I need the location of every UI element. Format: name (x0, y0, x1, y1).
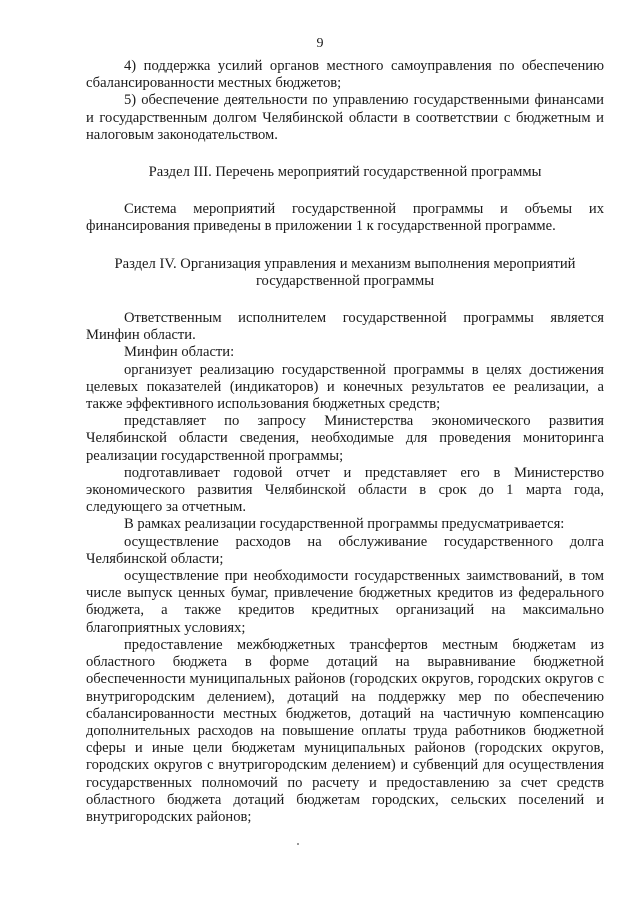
paragraph-framework: В рамках реализации государственной программы предусматривается: (124, 516, 565, 533)
paragraph-organizes: организует реализацию государственной программы в целях достижения целевых показателей (индикаторов) и конечных результатов ее реализации, а также эффективного использования бюджетных средств; (86, 361, 604, 413)
paragraph-responsible-executor: Ответственным исполнителем государственной программы является Минфин области. (86, 310, 604, 344)
paragraph-submits-info: представляет по запросу Министерства экономического развития Челябинской области сведения, необходимые для проведения мониторинга реализации государственной программы; (86, 413, 604, 464)
list-item-5: 5) обеспечение деятельности по управлению государственными финансами и государственным долгом Челябинской области в соответствии с бюджетным и налоговым законодательством. (86, 92, 604, 143)
paragraph-borrowings: осуществление при необходимости государственных заимствований, в том числе выпуск ценных бумаг, привлечение бюджетных кредитов из федерального бюджета, а также кредитов кредитных организаций на максимально благоприятных условиях; (86, 568, 604, 636)
scan-speck (297, 843, 299, 845)
paragraph-annual-report: подготавливает годовой отчет и представляет его в Министерство экономического развития Челябинской области в срок до 1 марта года, следующего за отчетным. (86, 464, 604, 516)
section-3-heading: Раздел III. Перечень мероприятий государственной программы (148, 164, 542, 181)
paragraph-debt-service: осуществление расходов на обслуживание государственного долга Челябинской области; (86, 533, 604, 567)
document-body (86, 58, 604, 826)
section-4-heading: Раздел IV. Организация управления и механизм выполнения мероприятий государственной программы (114, 255, 576, 289)
section-3-paragraph: Система мероприятий государственной программы и объемы их финансирования приведены в приложении 1 к государственной программе. (86, 201, 604, 235)
list-item-4: 4) поддержка усилий органов местного самоуправления по обеспечению сбалансированности местных бюджетов; (86, 58, 604, 92)
paragraph-transfers: предоставление межбюджетных трансфертов местным бюджетам из областного бюджета в форме дотаций на выравнивание бюджетной обеспеченности муниципальных районов (городских округов, городских округов с внутригородским делением), дотаций на поддержку мер по обеспечению сбалансированности местных бюджетов, дотаций на частичную компенсацию дополнительных расходов на повышение оплаты труда работников бюджетной сферы и иные цели бюджетам муниципальных районов (городских округов, городских округов с внутригородским делением) и субвенций для осуществления государственных полномочий по расчету и предоставлению за счет средств областного бюджета дотаций бюджетам городских, сельских поселений и внутригородских районов; (86, 636, 604, 825)
page-number: 9 (316, 36, 324, 51)
paragraph-minfin: Минфин области: (124, 344, 235, 361)
